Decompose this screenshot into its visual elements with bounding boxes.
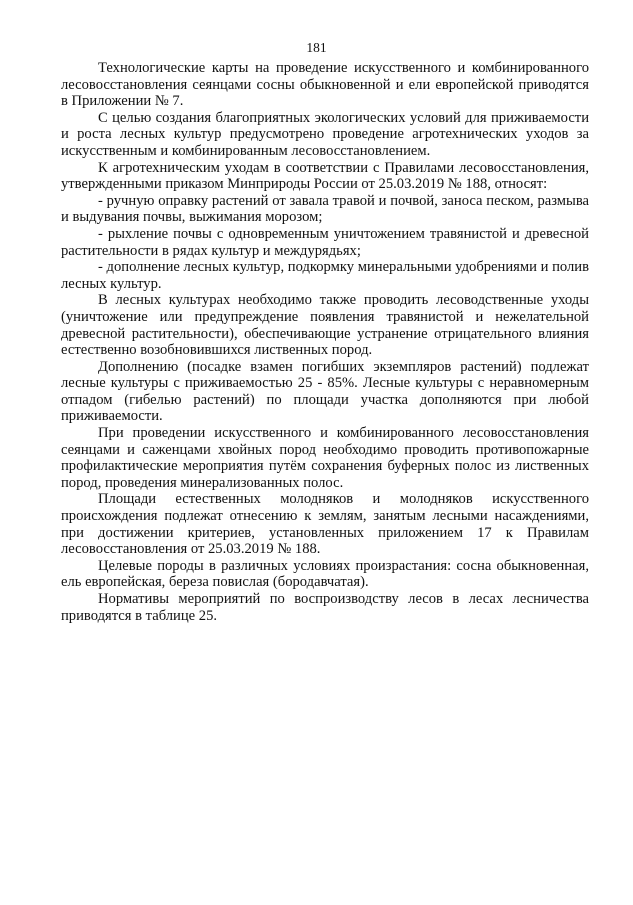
- paragraph-target-species: Целевые породы в различных условиях произрастания: сосна обыкновенная, ель европейская, береза повислая (бородавчатая).: [61, 557, 589, 591]
- list-item-soil-loosening: - рыхление почвы с одновременным уничтожением травянистой и древесной растительности в рядах культур и междурядьях;: [61, 225, 589, 259]
- paragraph-technological-maps: Технологические карты на проведение искусственного и комбинированного лесовосстановления сеянцами сосны обыкновенной и ели европейской приводятся в Приложении № 7.: [61, 60, 589, 110]
- paragraph-silvicultural-care: В лесных культурах необходимо также проводить лесоводственные уходы (уничтожение или предупреждение появления травянистой и нежелательной древесной растительности), обеспечивающие устранение отрицательного влияния естественно возобновившихся лиственных пород.: [61, 292, 589, 359]
- page-number: 181: [306, 40, 327, 55]
- paragraph-fire-prevention: При проведении искусственного и комбинированного лесовосстановления сеянцами и саженцами хвойных пород необходимо проводить противопожарные профилактические мероприятия путём сохранения буферных полос из лиственных пород, проведения минерализованных полос.: [61, 425, 589, 491]
- document-body: [61, 60, 589, 624]
- paragraph-agrotechnical-care-intro: К агротехническим уходам в соответствии с Правилами лесовосстановления, утвержденными приказом Минприроды России от 25.03.2019 № 188, относят:: [61, 159, 589, 193]
- list-item-manual-straightening: - ручную оправку растений от завала травой и почвой, заноса песком, размыва и выдувания почвы, выжимания морозом;: [61, 192, 589, 226]
- paragraph-young-stands: Площади естественных молодняков и молодняков искусственного происхождения подлежат отнесению к землям, занятым лесными насаждениями, при достижении критериев, установленных приложением 17 к Правилам лесовосстановления от 25.03.2019 № 188.: [61, 491, 589, 558]
- paragraph-supplementing: Дополнению (посадке взамен погибших экземпляров растений) подлежат лесные культуры с приживаемостью 25 - 85%. Лесные культуры с неравномерным отпадом (гибелью растений) по площади участка дополняются при любой приживаемости.: [61, 358, 589, 425]
- list-item-supplementing-cultures: - дополнение лесных культур, подкормку минеральными удобрениями и полив лесных культур.: [61, 259, 589, 292]
- paragraph-standards-reference: Нормативы мероприятий по воспроизводству лесов в лесах лесничества приводятся в таблице 25.: [61, 591, 589, 624]
- paragraph-ecological-conditions: С целью создания благоприятных экологических условий для приживаемости и роста лесных культур предусмотрено проведение агротехнических уходов за искусственным и комбинированным лесовосстановлением.: [61, 109, 589, 159]
